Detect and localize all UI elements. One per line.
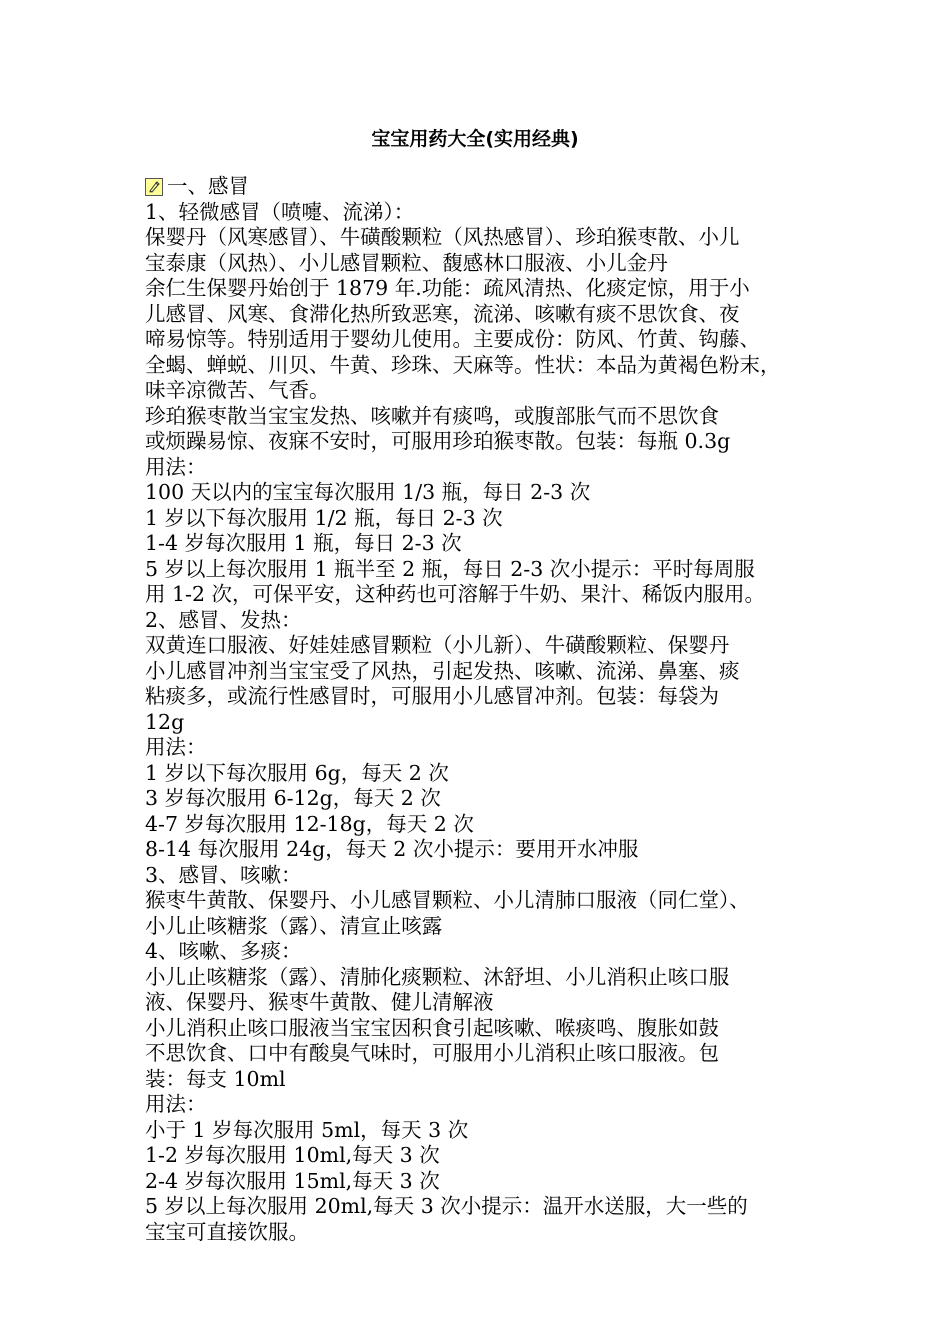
text-line: 4、咳嗽、多痰： — [145, 939, 302, 963]
text-line: 味辛凉微苦、气香。 — [145, 378, 330, 402]
text-line: 3 岁每次服用 6-12g，每天 2 次 — [145, 786, 441, 810]
text-line: 儿感冒、风寒、食滞化热所致恶寒，流涕、咳嗽有痰不思饮食、夜 — [145, 301, 740, 326]
text-line: 12g — [145, 709, 185, 734]
text-line: 珍珀猴枣散当宝宝发热、咳嗽并有痰鸣，或腹部胀气而不思饮食 — [145, 403, 719, 428]
section-heading — [145, 174, 835, 200]
text-line: 用 1-2 次，可保平安，这种药也可溶解于牛奶、果汁、稀饭内服用。 — [145, 582, 766, 606]
text-line: 用法： — [145, 735, 207, 759]
text-line: 5 岁以上每次服用 20ml,每天 3 次小提示：温开水送服，大一些的 — [145, 1194, 748, 1218]
text-line: 啼易惊等。特别适用于婴幼儿使用。主要成份：防风、竹黄、钩藤、 — [145, 327, 760, 351]
text-line: 粘痰多，或流行性感冒时，可服用小儿感冒冲剂。包装：每袋为 — [145, 684, 719, 708]
document-body — [145, 174, 835, 1245]
text-line: 2-4 岁每次服用 15ml,每天 3 次 — [145, 1168, 440, 1193]
text-line: 8-14 每次服用 24g，每天 2 次小提示：要用开水冲服 — [145, 837, 639, 861]
text-line: 用法： — [145, 1092, 207, 1116]
text-line: 小儿止咳糖浆（露）、清肺化痰颗粒、沐舒坦、小儿消积止咳口服 — [145, 964, 730, 989]
text-line: 1、轻微感冒（喷嚏、流涕）： — [145, 199, 415, 224]
text-line: 液、保婴丹、猴枣牛黄散、健儿清解液 — [145, 990, 494, 1014]
text-line: 3、感冒、咳嗽： — [145, 862, 302, 887]
text-line: 用法： — [145, 454, 207, 479]
text-line: 不思饮食、口中有酸臭气味时，可服用小儿消积止咳口服液。包 — [145, 1041, 719, 1065]
text-line: 2、感冒、发热： — [145, 607, 302, 632]
text-line: 4-7 岁每次服用 12-18g，每天 2 次 — [145, 811, 474, 836]
text-line: 余仁生保婴丹始创于 1879 年.功能：疏风清热、化痰定惊，用于小 — [145, 276, 750, 300]
text-line: 双黄连口服液、好娃娃感冒颗粒（小儿新）、牛磺酸颗粒、保婴丹 — [145, 633, 730, 657]
text-line: 宝泰康（风热）、小儿感冒颗粒、馥感林口服液、小儿金丹 — [145, 250, 668, 275]
text-line: 小儿止咳糖浆（露）、清宣止咳露 — [145, 913, 443, 938]
text-line: 全蝎、蝉蜕、川贝、牛黄、珍珠、天麻等。性状：本品为黄褐色粉末， — [145, 352, 781, 377]
text-line: 5 岁以上每次服用 1 瓶半至 2 瓶，每日 2-3 次小提示：平时每周服 — [145, 556, 755, 581]
text-line: 或烦躁易惊、夜寐不安时，可服用珍珀猴枣散。包装：每瓶 0.3g — [145, 429, 731, 453]
paragraph-lines — [145, 200, 835, 1246]
text-line: 1 岁以下每次服用 1/2 瓶，每日 2-3 次 — [145, 505, 503, 530]
text-line: 猴枣牛黄散、保婴丹、小儿感冒颗粒、小儿清肺口服液（同仁堂）、 — [145, 888, 750, 912]
section-heading-text: 一、感冒 — [167, 174, 249, 198]
text-line: 1-4 岁每次服用 1 瓶，每日 2-3 次 — [145, 531, 462, 555]
text-line: 小儿消积止咳口服液当宝宝因积食引起咳嗽、喉痰鸣、腹胀如鼓 — [145, 1015, 719, 1040]
text-line: 小于 1 岁每次服用 5ml，每天 3 次 — [145, 1117, 469, 1142]
note-icon — [145, 178, 163, 196]
text-line: 1 岁以下每次服用 6g，每天 2 次 — [145, 760, 449, 785]
text-line: 保婴丹（风寒感冒）、牛磺酸颗粒（风热感冒）、珍珀猴枣散、小儿 — [145, 225, 740, 249]
text-line: 1-2 岁每次服用 10ml,每天 3 次 — [145, 1143, 440, 1167]
text-line: 宝宝可直接饮服。 — [145, 1219, 309, 1244]
text-line: 100 天以内的宝宝每次服用 1/3 瓶，每日 2-3 次 — [145, 480, 591, 504]
page-title: 宝宝用药大全(实用经典) — [371, 128, 579, 150]
text-line: 装：每支 10ml — [145, 1066, 286, 1091]
text-line: 小儿感冒冲剂当宝宝受了风热，引起发热、咳嗽、流涕、鼻塞、痰 — [145, 658, 740, 683]
